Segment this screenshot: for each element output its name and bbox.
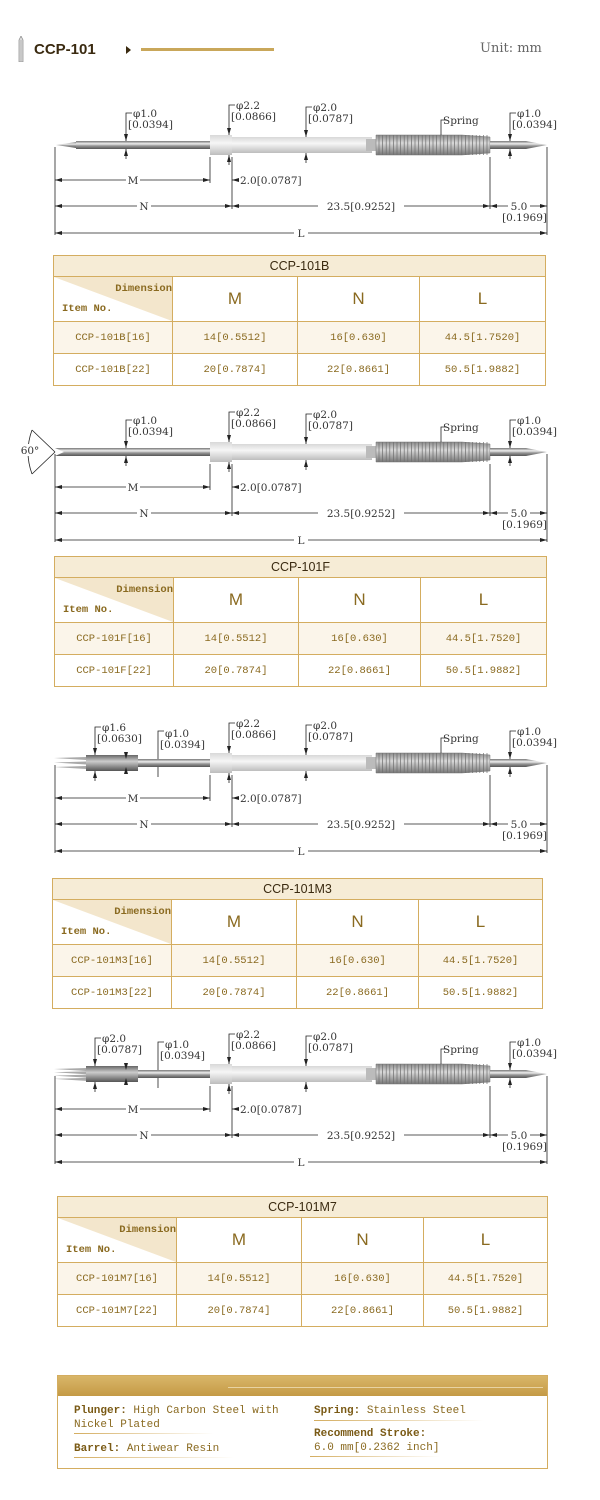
column-header-n: N [299, 578, 421, 623]
crown-tip-prong [54, 1071, 86, 1074]
table-row [58, 1263, 548, 1295]
dimension-n-label: N [139, 508, 149, 520]
table-cell: 14[0.5512] [177, 1263, 302, 1295]
callout-plunger-inch: [0.0394] [160, 739, 205, 751]
callout-tail-inch: [0.0394] [512, 426, 557, 438]
dimension-n-label: N [139, 819, 149, 831]
callout-barrel-inch: [0.0787] [308, 113, 353, 125]
callout-tail-diameter: φ1.0 [517, 1037, 542, 1049]
column-header-l: L [419, 900, 543, 945]
table-cell: 22[0.8661] [298, 354, 420, 386]
dimension-tip-inch: [0.1969] [502, 1141, 547, 1153]
barrel-body [232, 137, 372, 153]
column-header-m: M [172, 900, 297, 945]
dimension-arrow [540, 511, 547, 515]
crown-tip-prong [54, 1078, 86, 1081]
page-title: CCP-101 [34, 41, 96, 58]
dimension-arrow [490, 1133, 497, 1137]
dimension-arrow [227, 435, 231, 442]
column-header-l: L [424, 1218, 548, 1263]
plunger-tip [56, 142, 76, 148]
dimension-tip-label: 5.0 [510, 1130, 528, 1142]
dimension-arrow [55, 1133, 62, 1137]
table-cell: 44.5[1.7520] [420, 322, 546, 354]
table-cell: 44.5[1.7520] [419, 945, 543, 977]
table-cell: CCP-101M7[22] [58, 1295, 177, 1327]
dimension-m-label: M [127, 482, 139, 494]
dimension-arrow [203, 485, 210, 489]
item-no-label: Item No. [61, 926, 112, 938]
tail-tip [526, 759, 547, 767]
callout-head-inch: [0.0787] [97, 1044, 142, 1056]
barrel-body [232, 755, 372, 771]
dimension-tip-label: 5.0 [510, 201, 528, 213]
barrel-collar [210, 442, 232, 462]
dimension-arrow [483, 822, 490, 826]
probe-drawing-m3 [0, 713, 600, 873]
dimension-arrow [304, 437, 308, 444]
dimension-arrow [490, 822, 497, 826]
table-cell: 16[0.630] [302, 1263, 424, 1295]
callout-barrel-diameter: φ2.0 [313, 720, 338, 732]
dimension-arrow [540, 538, 547, 542]
dimension-arrow [124, 441, 128, 448]
barrel-body [232, 1066, 372, 1082]
dimension-arrow [508, 752, 512, 759]
arrow-right-icon [126, 46, 131, 54]
table-row [53, 945, 543, 977]
dimension-arrow [225, 822, 232, 826]
callout-spring-label: Spring [443, 115, 479, 127]
plunger-shaft [138, 1070, 210, 1078]
callout-tail-diameter: φ1.0 [517, 726, 542, 738]
dimension-arrow [227, 1057, 231, 1064]
dimension-arrow [55, 231, 62, 235]
column-header-m: M [177, 1218, 302, 1263]
stroke-value: 6.0 mm[0.2362 inch] [314, 1442, 440, 1454]
dimension-arrow [540, 822, 547, 826]
dimension-arrow [508, 441, 512, 448]
callout-head-inch: [0.0630] [97, 733, 142, 745]
dimension-arrow [483, 511, 490, 515]
spring-label: Spring: [314, 1405, 361, 1417]
table-row [55, 655, 547, 687]
dimension-arrow [227, 746, 231, 753]
callout-collar-diameter: φ2.2 [236, 1029, 261, 1041]
dimension-m-label: M [127, 175, 139, 187]
table-row [55, 623, 547, 655]
callout-plunger-diameter: φ1.0 [165, 1039, 190, 1051]
materials-header-band [58, 1376, 547, 1396]
header-diagonal-cell [58, 1218, 177, 1263]
dimension-arrow [508, 1063, 512, 1070]
callout-spring-label: Spring [443, 1044, 479, 1056]
dimension-arrow [232, 1133, 239, 1137]
barrel-spec [74, 1442, 219, 1456]
item-no-label: Item No. [63, 604, 114, 616]
dimension-l-label: L [297, 846, 305, 858]
dimension-arrow [232, 822, 239, 826]
crown-tip-prong [54, 766, 86, 769]
callout-barrel-inch: [0.0787] [308, 1042, 353, 1054]
column-header-n: N [297, 900, 419, 945]
table-cell: 22[0.8661] [299, 655, 421, 687]
dimension-label: Dimension [116, 584, 173, 596]
dimension-gap-label: 2.0[0.0787] [240, 1104, 302, 1116]
dimension-arrow [55, 1107, 62, 1111]
callout-collar-inch: [0.0866] [231, 111, 276, 123]
dimension-arrow [490, 511, 497, 515]
dimension-n-label: N [139, 1130, 149, 1142]
table-cell: 14[0.5512] [172, 945, 297, 977]
header-divider [141, 48, 274, 51]
header-diagonal-cell [54, 277, 173, 322]
table-cell: CCP-101M3[22] [53, 977, 172, 1009]
dimension-arrow [55, 538, 62, 542]
column-header-n: N [302, 1218, 424, 1263]
barrel-collar [210, 1064, 232, 1084]
callout-barrel-inch: [0.0787] [308, 420, 353, 432]
table-cell: 50.5[1.9882] [424, 1295, 548, 1327]
dimension-arrow [203, 178, 210, 182]
dimension-arrow [55, 822, 62, 826]
callout-collar-diameter: φ2.2 [236, 407, 261, 419]
table-cell: 44.5[1.7520] [424, 1263, 548, 1295]
dimension-arrow [232, 204, 239, 208]
table-cell: CCP-101F[16] [55, 623, 174, 655]
table-cell: 20[0.7874] [173, 354, 298, 386]
dimension-mid-label: 23.5[0.9252] [326, 201, 396, 213]
dimension-arrow [304, 1059, 308, 1066]
table-cell: 50.5[1.9882] [421, 655, 547, 687]
dimension-arrow [55, 849, 62, 853]
dimension-label: Dimension [114, 906, 171, 918]
barrel-body [232, 444, 372, 460]
tail-tip [526, 448, 547, 456]
dimension-l-label: L [297, 1157, 305, 1169]
table-cell: 50.5[1.9882] [419, 977, 543, 1009]
dimension-gap-label: 2.0[0.0787] [240, 175, 302, 187]
dimension-arrow [304, 748, 308, 755]
table-cell: 16[0.630] [298, 322, 420, 354]
dimension-label: Dimension [115, 283, 172, 295]
table-cell: 16[0.630] [297, 945, 419, 977]
dimension-arrow [55, 1160, 62, 1164]
plunger-head [86, 1066, 138, 1082]
dimension-m-label: M [127, 793, 139, 805]
callout-plunger-diameter: φ1.0 [133, 415, 158, 427]
plunger-shaft [138, 759, 210, 767]
table-cell: CCP-101B[16] [54, 322, 173, 354]
dimension-arrow [55, 796, 62, 800]
dimension-l-label: L [297, 535, 305, 547]
callout-plunger-inch: [0.0394] [160, 1050, 205, 1062]
dimension-arrow [232, 511, 239, 515]
dimension-arrow [540, 231, 547, 235]
dimension-arrow [225, 204, 232, 208]
dimension-arrow [490, 204, 497, 208]
dimension-arrow [124, 134, 128, 141]
dimension-l-label: L [297, 228, 305, 240]
table-cell: 22[0.8661] [297, 977, 419, 1009]
table-cell: CCP-101B[22] [54, 354, 173, 386]
table-cell: 22[0.8661] [302, 1295, 424, 1327]
plunger-shaft [76, 141, 210, 149]
table-cell: 44.5[1.7520] [421, 623, 547, 655]
dimension-tip-label: 5.0 [510, 508, 528, 520]
dimension-mid-label: 23.5[0.9252] [326, 819, 396, 831]
dimension-arrow [483, 1133, 490, 1137]
barrel-collar [210, 753, 232, 773]
table-caption: CCP-101M7 [58, 1197, 548, 1218]
dimension-arrow [483, 204, 490, 208]
callout-plunger-inch: [0.0394] [128, 119, 173, 131]
callout-collar-diameter: φ2.2 [236, 718, 261, 730]
callout-barrel-inch: [0.0787] [308, 731, 353, 743]
dimension-mid-label: 23.5[0.9252] [326, 1130, 396, 1142]
angle-label: 60° [20, 445, 40, 457]
dimension-tip-label: 5.0 [510, 819, 528, 831]
dimension-arrow [55, 178, 62, 182]
tail-shaft [490, 1070, 526, 1078]
dimension-arrow [540, 1133, 547, 1137]
dimension-arrow [304, 130, 308, 137]
table-cell: 20[0.7874] [172, 977, 297, 1009]
dimension-arrow [227, 128, 231, 135]
pen-icon [18, 36, 24, 62]
table-row [53, 977, 543, 1009]
column-header-l: L [420, 277, 546, 322]
dimension-gap-label: 2.0[0.0787] [240, 482, 302, 494]
callout-tail-diameter: φ1.0 [517, 415, 542, 427]
tail-shaft [490, 759, 526, 767]
table-cell: 20[0.7874] [177, 1295, 302, 1327]
plunger-spec [74, 1404, 279, 1432]
dimension-arrow [203, 1107, 210, 1111]
crown-tip-prong [54, 757, 86, 760]
dimension-tip-inch: [0.1969] [502, 519, 547, 531]
table-cell: CCP-101M7[16] [58, 1263, 177, 1295]
dimension-table-m3 [52, 878, 543, 1009]
dimension-table-f [54, 556, 547, 687]
callout-spring-label: Spring [443, 733, 479, 745]
item-no-label: Item No. [66, 1244, 117, 1256]
spring-spec [314, 1404, 466, 1418]
table-cell: 14[0.5512] [174, 623, 299, 655]
probe-drawing-f [0, 402, 600, 562]
callout-barrel-diameter: φ2.0 [313, 409, 338, 421]
stroke-label: Recommend Stroke: [314, 1428, 427, 1440]
column-header-m: M [173, 277, 298, 322]
tail-shaft [490, 141, 526, 149]
dimension-arrow [93, 1059, 97, 1066]
crown-tip-prong [54, 1068, 86, 1071]
table-cell: CCP-101M3[16] [53, 945, 172, 977]
table-cell: 50.5[1.9882] [420, 354, 546, 386]
barrel-collar [210, 135, 232, 155]
tail-tip [526, 1070, 547, 1078]
table-caption: CCP-101F [55, 557, 547, 578]
callout-plunger-inch: [0.0394] [128, 426, 173, 438]
plunger-value: High Carbon Steel with [133, 1405, 279, 1417]
column-header-m: M [174, 578, 299, 623]
header-diagonal-cell [55, 578, 174, 623]
callout-spring-label: Spring [443, 422, 479, 434]
dimension-arrow [93, 748, 97, 755]
dimension-arrow [203, 796, 210, 800]
callout-head-diameter: φ2.0 [102, 1033, 127, 1045]
table-cell: 16[0.630] [299, 623, 421, 655]
materials-box [57, 1375, 548, 1469]
callout-plunger-diameter: φ1.0 [133, 108, 158, 120]
callout-tail-inch: [0.0394] [512, 1048, 557, 1060]
probe-drawing-m7 [0, 1024, 600, 1184]
dimension-arrow [508, 134, 512, 141]
dimension-arrow [55, 204, 62, 208]
crown-tip-prong [54, 762, 86, 765]
unit-label: Unit: mm [480, 41, 542, 56]
stroke-spec [314, 1427, 439, 1455]
dimension-arrow [55, 485, 62, 489]
dimension-tip-inch: [0.1969] [502, 212, 547, 224]
callout-collar-diameter: φ2.2 [236, 100, 261, 112]
column-header-l: L [421, 578, 547, 623]
callout-collar-inch: [0.0866] [231, 729, 276, 741]
spring-value: Stainless Steel [366, 1405, 466, 1417]
table-row [54, 354, 546, 386]
dimension-arrow [540, 849, 547, 853]
dimension-n-label: N [139, 201, 149, 213]
column-header-n: N [298, 277, 420, 322]
crown-tip-prong [54, 1075, 86, 1078]
header-diagonal-cell [53, 900, 172, 945]
callout-tail-diameter: φ1.0 [517, 108, 542, 120]
dimension-arrow [225, 511, 232, 515]
dimension-m-label: M [127, 1104, 139, 1116]
table-caption: CCP-101B [54, 256, 546, 277]
table-caption: CCP-101M3 [53, 879, 543, 900]
dimension-arrow [225, 1133, 232, 1137]
tail-shaft [490, 448, 526, 456]
table-row [54, 322, 546, 354]
dimension-tip-inch: [0.1969] [502, 830, 547, 842]
callout-barrel-diameter: φ2.0 [313, 102, 338, 114]
dimension-gap-label: 2.0[0.0787] [240, 793, 302, 805]
table-cell: 14[0.5512] [173, 322, 298, 354]
dimension-arrow [55, 511, 62, 515]
callout-barrel-diameter: φ2.0 [313, 1031, 338, 1043]
probe-drawing-b [0, 95, 600, 255]
plunger-shaft [55, 448, 210, 456]
dimension-mid-label: 23.5[0.9252] [326, 508, 396, 520]
tail-tip [526, 141, 547, 149]
plunger-label: Plunger: [74, 1405, 127, 1417]
page-header [0, 0, 600, 90]
plunger-value-line2: Nickel Plated [74, 1419, 160, 1431]
dimension-arrow [540, 1160, 547, 1164]
barrel-value: Antiwear Resin [126, 1443, 220, 1455]
dimension-label: Dimension [119, 1224, 176, 1236]
callout-collar-inch: [0.0866] [231, 418, 276, 430]
dimension-table-m7 [57, 1196, 548, 1327]
callout-tail-inch: [0.0394] [512, 119, 557, 131]
callout-tail-inch: [0.0394] [512, 737, 557, 749]
table-cell: CCP-101F[22] [55, 655, 174, 687]
callout-head-diameter: φ1.6 [102, 722, 127, 734]
dimension-arrow [540, 204, 547, 208]
barrel-label: Barrel: [74, 1443, 121, 1455]
dimension-table-b [53, 255, 546, 386]
callout-plunger-diameter: φ1.0 [165, 728, 190, 740]
plunger-head [86, 755, 138, 771]
table-cell: 20[0.7874] [174, 655, 299, 687]
table-row [58, 1295, 548, 1327]
callout-collar-inch: [0.0866] [231, 1040, 276, 1052]
item-no-label: Item No. [62, 303, 113, 315]
